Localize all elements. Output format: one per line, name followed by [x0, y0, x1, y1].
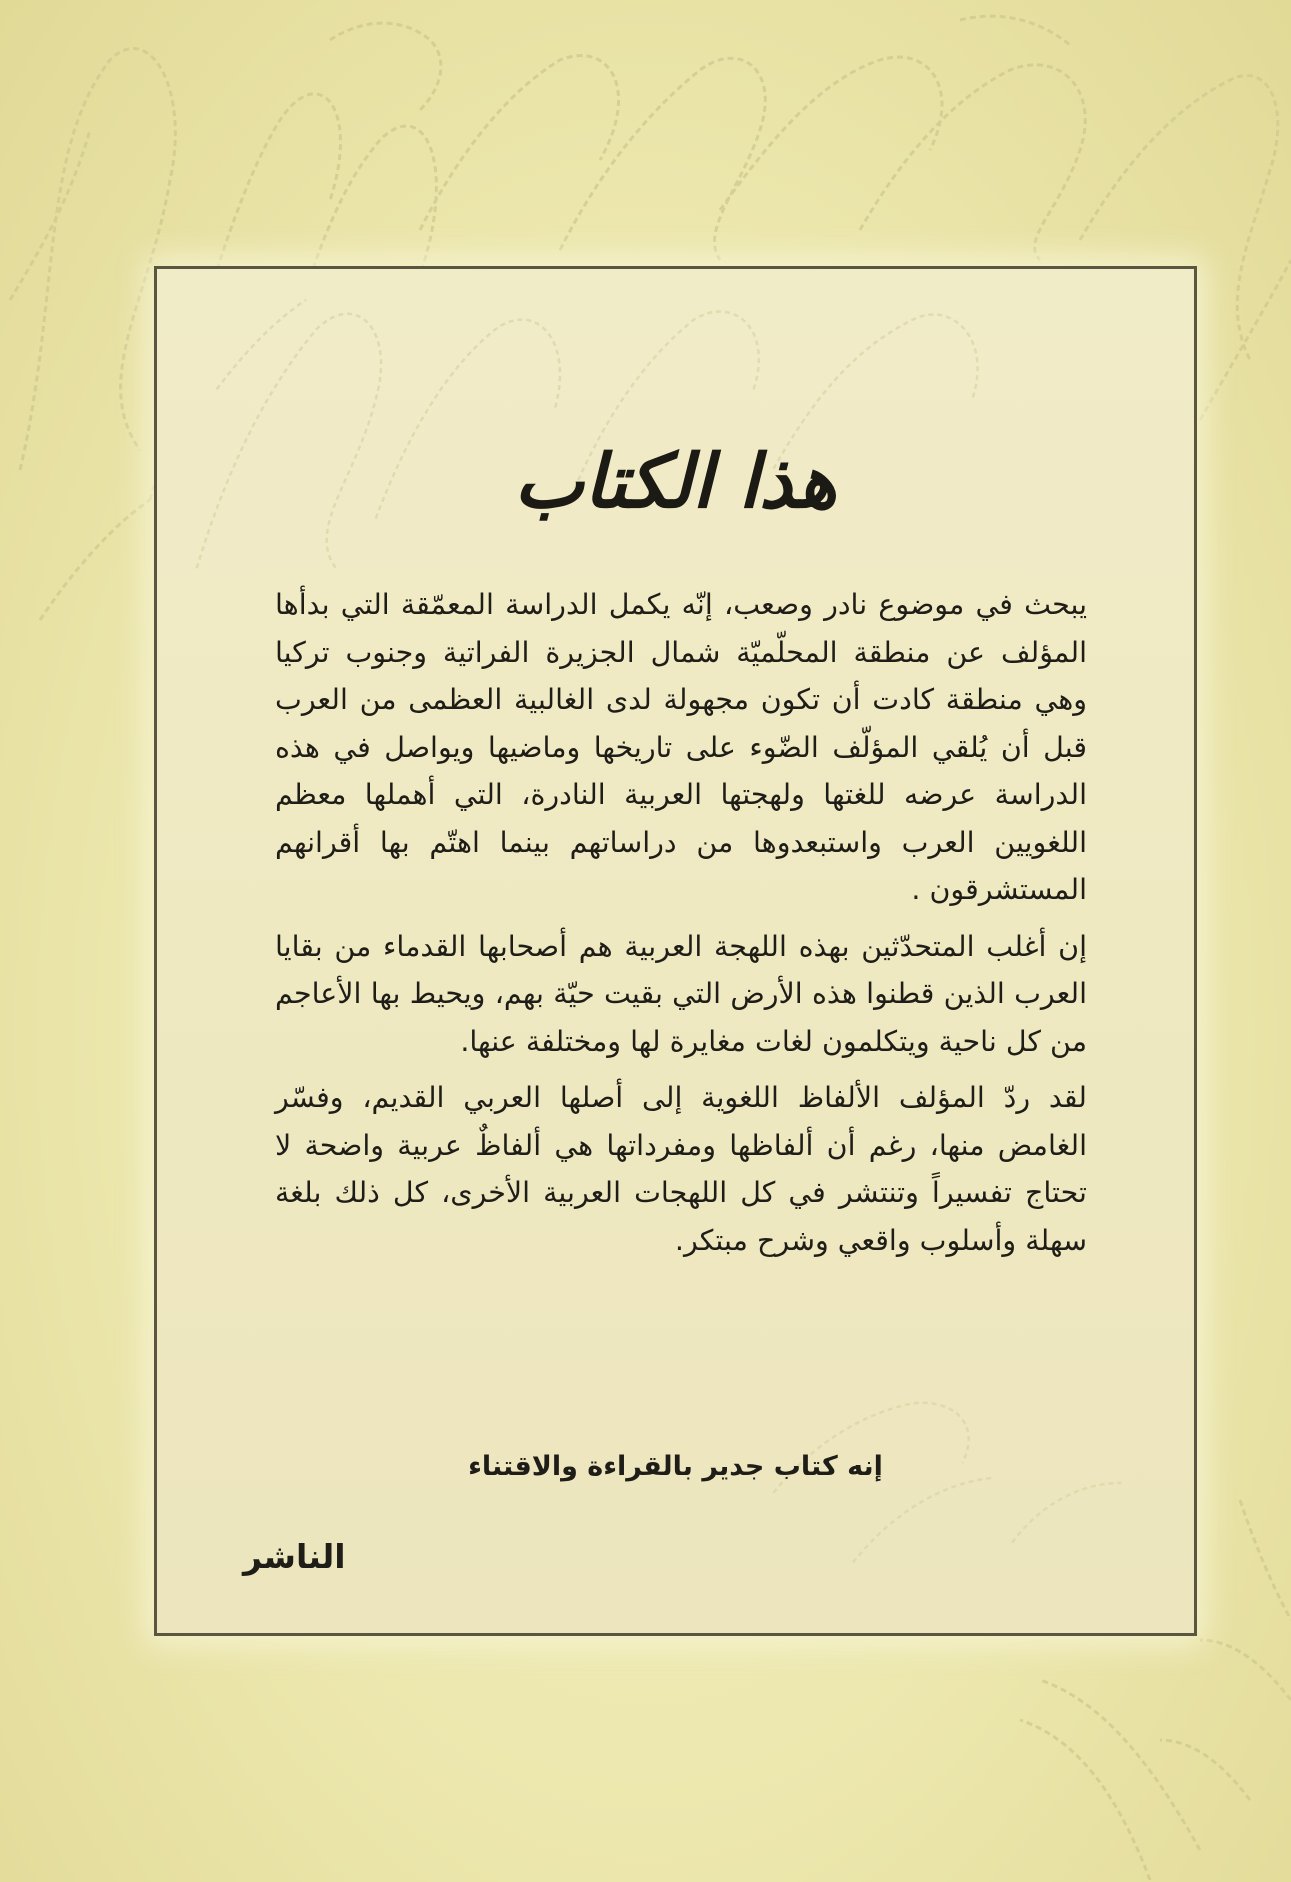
closing-line: إنه كتاب جدير بالقراءة والاقتناء — [468, 1451, 883, 1482]
paragraph-3: لقد ردّ المؤلف الألفاظ اللغوية إلى أصلها العربي القديم، وفسّر الغامض منها، رغم أن ألفاظها ومفرداتها هي ألفاظٌ عربية واضحة لا تحتاج تفسيراً وتنتشر في كل اللهجات العربية الأخرى، كل ذلك بلغة سهلة وأسلوب واقعي وشرح مبتكر. — [275, 1081, 1087, 1257]
paragraph-2: إن أغلب المتحدّثين بهذه اللهجة العربية هم أصحابها القدماء من بقايا العرب الذين قطنوا هذه الأرض التي بقيت حيّة بهم، ويحيط بها الأعاجم من كل ناحية ويتكلمون لغات مغايرة لها ومختلفة عنها. — [275, 929, 1087, 1058]
publisher-signature: الناشر — [243, 1537, 346, 1576]
page-title: هذا الكتاب — [514, 439, 837, 525]
description-body — [275, 581, 1087, 1273]
paragraph-1: يبحث في موضوع نادر وصعب، إنّه يكمل الدراسة المعمّقة التي بدأها المؤلف عن منطقة المحلّميّة شمال الجزيرة الفراتية وجنوب تركيا وهي منطقة كادت أن تكون مجهولة لدى الغالبية العظمى من العرب قبل أن يُلقي المؤلّف الضّوء على تاريخها وماضيها ويواصل في هذه الدراسة عرضه للغتها ولهجتها العربية النادرة، التي أهملها معظم اللغويين العرب واستبعدوها من دراساتهم بينما اهتّم بها أقرانهم المستشرقون . — [275, 588, 1087, 906]
book-description-panel — [154, 266, 1197, 1636]
